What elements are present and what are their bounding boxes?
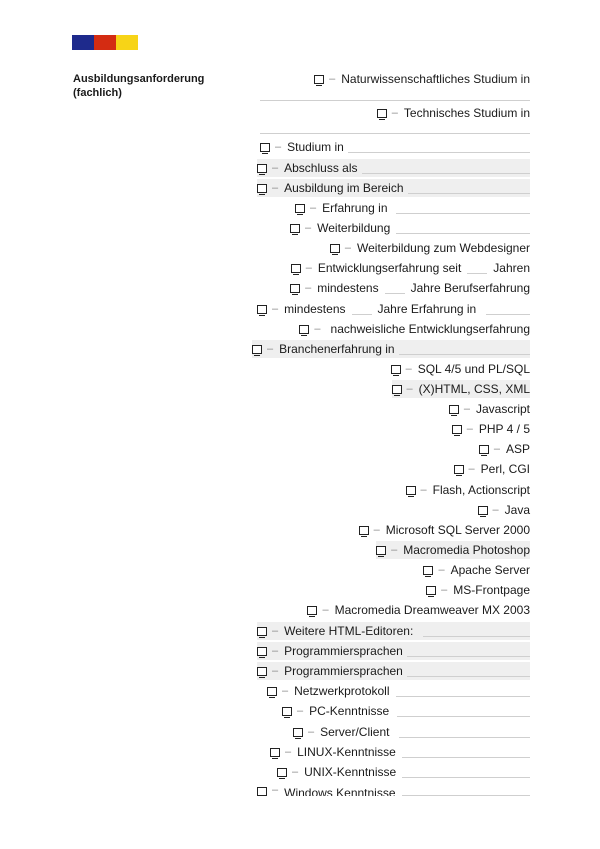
checkbox-icon[interactable] (479, 445, 489, 454)
row-linux-kenntnisse[interactable] (270, 743, 530, 761)
row-label: Weiterbildung zum Webdesigner (357, 241, 530, 255)
row-asp[interactable] (479, 440, 530, 458)
flag-red-stripe (94, 35, 116, 50)
dash-marker: – (272, 645, 279, 657)
row-weiterbildung[interactable] (290, 219, 530, 237)
dash-marker: – (344, 242, 352, 254)
row-mindestens-berufserfahrung[interactable] (290, 279, 530, 297)
fill-line[interactable] (396, 222, 530, 234)
checkbox-icon[interactable] (293, 728, 303, 737)
row-label: UNIX-Kenntnisse (304, 765, 397, 779)
row-label: SQL 4/5 und PL/SQL (417, 362, 530, 376)
dash-marker: – (308, 726, 315, 738)
fill-line[interactable] (399, 726, 530, 738)
row-server-client[interactable] (293, 723, 530, 741)
section-title: Ausbildungsanforderung (fachlich) (73, 73, 205, 99)
fill-line[interactable] (407, 665, 530, 677)
checkbox-icon[interactable] (257, 164, 267, 173)
dash-marker: – (305, 282, 312, 294)
row-mindestens-erfahrung[interactable] (257, 300, 530, 318)
row-javascript[interactable] (449, 400, 530, 418)
dash-marker: – (282, 685, 289, 697)
checkbox-icon[interactable] (257, 627, 267, 636)
row-nachweisliche-entwicklung[interactable] (299, 320, 530, 338)
years-input-line[interactable] (385, 282, 405, 294)
row-programmiersprachen-2[interactable] (257, 662, 530, 680)
checkbox-icon[interactable] (376, 546, 386, 555)
row-sql[interactable] (391, 360, 530, 378)
dash-marker: – (272, 303, 279, 315)
row-weiterbildung-webdesigner[interactable] (330, 239, 530, 257)
checkbox-icon[interactable] (277, 768, 287, 777)
dash-marker: – (463, 403, 470, 415)
fill-line[interactable] (362, 162, 531, 174)
row-label: Naturwissenschaftliches Studium in (341, 72, 530, 86)
dash-marker: – (468, 463, 475, 475)
row-label: Technisches Studium in (403, 106, 530, 120)
flag-blue-stripe (72, 35, 94, 50)
dash-marker: – (405, 363, 412, 375)
row-label: Weitere HTML-Editoren: (284, 624, 414, 638)
row-studium[interactable] (260, 138, 530, 156)
row-apache[interactable] (423, 561, 530, 579)
dash-marker: – (441, 584, 448, 596)
fill-line[interactable] (408, 182, 530, 194)
row-naturwissenschaft[interactable] (314, 70, 530, 88)
row-label: Netzwerkprotokoll (294, 684, 390, 698)
checkbox-icon[interactable] (423, 566, 433, 575)
checkbox-icon[interactable] (267, 687, 277, 696)
row-ausbildung[interactable] (257, 179, 530, 197)
checkbox-icon[interactable] (452, 425, 462, 434)
dash-marker: – (438, 564, 445, 576)
row-xhtml[interactable] (392, 380, 530, 398)
row-label-a: Entwicklungserfahrung seit (317, 261, 462, 275)
checkbox-icon[interactable] (257, 787, 267, 796)
fill-line (260, 133, 530, 134)
row-label: Perl, CGI (480, 462, 530, 476)
row-label: PC-Kenntnisse (309, 704, 390, 718)
dash-marker: – (272, 784, 279, 796)
row-technisches-studium[interactable] (377, 104, 530, 122)
flag-yellow-stripe (116, 35, 138, 50)
dash-marker: – (305, 262, 312, 274)
row-label: Programmiersprachen (284, 644, 403, 658)
checkbox-icon[interactable] (252, 345, 262, 354)
row-label: PHP 4 / 5 (478, 422, 530, 436)
fill-line[interactable] (402, 766, 530, 778)
row-label: Macromedia Dreamweaver MX 2003 (334, 603, 530, 617)
checkbox-icon[interactable] (426, 586, 436, 595)
dash-marker: – (314, 323, 321, 335)
fill-line[interactable] (396, 202, 531, 214)
row-label: Apache Server (450, 563, 530, 577)
checkbox-icon[interactable] (282, 707, 292, 716)
checkbox-icon[interactable] (377, 109, 387, 118)
checkbox-icon[interactable] (478, 506, 488, 515)
row-weitere-html-editoren[interactable] (257, 622, 530, 640)
row-label: Javascript (475, 402, 530, 416)
checkbox-icon[interactable] (307, 606, 317, 615)
dash-marker: – (310, 202, 317, 214)
dash-marker: – (272, 665, 279, 677)
checkbox-icon[interactable] (330, 244, 340, 253)
checkbox-icon[interactable] (291, 264, 301, 273)
years-input-line[interactable] (467, 262, 487, 274)
row-label: Windows Kenntnisse (284, 786, 396, 796)
row-mssql[interactable] (359, 521, 530, 539)
row-label-a: mindestens (317, 281, 379, 295)
checkbox-icon[interactable] (299, 325, 309, 334)
checkbox-icon[interactable] (359, 526, 369, 535)
checkbox-icon[interactable] (449, 405, 459, 414)
row-unix-kenntnisse[interactable] (277, 763, 530, 781)
fill-line[interactable] (407, 645, 530, 657)
checkbox-icon[interactable] (314, 75, 324, 84)
dash-marker: – (493, 443, 500, 455)
header-flag-logo (72, 35, 138, 50)
row-windows-kenntnisse[interactable] (257, 784, 530, 796)
row-label: LINUX-Kenntnisse (297, 745, 396, 759)
fill-line[interactable] (486, 303, 530, 315)
fill-line[interactable] (402, 746, 530, 758)
row-frontpage[interactable] (426, 581, 530, 599)
checkbox-icon[interactable] (392, 385, 402, 394)
row-label-b: Jahre Berufserfahrung (410, 281, 530, 295)
dash-marker: – (391, 544, 398, 556)
checkbox-icon[interactable] (295, 204, 305, 213)
fill-line (260, 100, 530, 101)
row-flash[interactable] (406, 481, 531, 499)
row-branchenerfahrung[interactable] (252, 340, 530, 358)
fill-line[interactable] (348, 141, 530, 153)
dash-marker: – (406, 383, 413, 395)
row-label: Ausbildung im Bereich (284, 181, 404, 195)
row-dreamweaver[interactable] (307, 601, 530, 619)
fill-line[interactable] (402, 784, 530, 796)
dash-marker: – (275, 141, 282, 153)
checkbox-icon[interactable] (257, 305, 267, 314)
row-label-b: Jahren (493, 261, 530, 275)
row-label: Branchenerfahrung in (279, 342, 395, 356)
row-erfahrung[interactable] (295, 199, 530, 217)
row-label: Macromedia Photoshop (403, 543, 530, 557)
checkbox-icon[interactable] (406, 486, 416, 495)
row-label: Microsoft SQL Server 2000 (385, 523, 530, 537)
row-php[interactable] (452, 420, 530, 438)
dash-marker: – (272, 625, 279, 637)
fill-line[interactable] (423, 625, 530, 637)
fill-line[interactable] (397, 705, 530, 717)
row-abschluss[interactable] (257, 159, 530, 177)
dash-marker: – (267, 343, 274, 355)
row-label: Studium in (287, 140, 344, 154)
checkbox-icon[interactable] (454, 465, 464, 474)
row-label: Java (504, 503, 530, 517)
checkbox-icon[interactable] (257, 184, 267, 193)
dash-marker: – (305, 222, 312, 234)
checkbox-icon[interactable] (290, 224, 300, 233)
row-label: Weiterbildung (317, 221, 391, 235)
row-entwicklungserfahrung-seit[interactable] (291, 259, 530, 277)
checkbox-icon[interactable] (257, 667, 267, 676)
dash-marker: – (297, 705, 304, 717)
row-label: Flash, Actionscript (432, 483, 530, 497)
row-label: ASP (505, 442, 530, 456)
dash-marker: – (373, 524, 380, 536)
checkbox-icon[interactable] (270, 748, 280, 757)
row-perl[interactable] (454, 460, 530, 478)
dash-marker: – (322, 604, 329, 616)
checkbox-icon[interactable] (260, 143, 270, 152)
row-label: Programmiersprachen (284, 664, 403, 678)
checkbox-icon[interactable] (290, 284, 300, 293)
row-label: Erfahrung in (322, 201, 388, 215)
dash-marker: – (272, 182, 279, 194)
dash-marker: – (420, 484, 427, 496)
fill-line[interactable] (399, 343, 530, 355)
row-label: Server/Client (320, 725, 390, 739)
row-label-a: mindestens (284, 302, 346, 316)
dash-marker: – (272, 162, 279, 174)
row-label-b: Jahre Erfahrung in (377, 302, 477, 316)
row-label: (X)HTML, CSS, XML (418, 382, 530, 396)
dash-marker: – (285, 746, 292, 758)
row-java[interactable] (478, 501, 530, 519)
row-label: Abschluss als (284, 161, 358, 175)
checkbox-icon[interactable] (257, 647, 267, 656)
dash-marker: – (492, 504, 499, 516)
row-netzwerkprotokoll[interactable] (267, 682, 530, 700)
row-pc-kenntnisse[interactable] (282, 702, 530, 720)
row-label: MS-Frontpage (453, 583, 530, 597)
dash-marker: – (292, 766, 299, 778)
fill-line[interactable] (396, 685, 531, 697)
row-photoshop[interactable] (376, 541, 530, 559)
dash-marker: – (466, 423, 473, 435)
years-input-line[interactable] (352, 303, 372, 315)
dash-marker: – (391, 107, 398, 119)
dash-marker: – (329, 73, 336, 85)
row-label: nachweisliche Entwicklungserfahrung (330, 322, 530, 336)
checkbox-icon[interactable] (391, 365, 401, 374)
row-programmiersprachen-1[interactable] (257, 642, 530, 660)
